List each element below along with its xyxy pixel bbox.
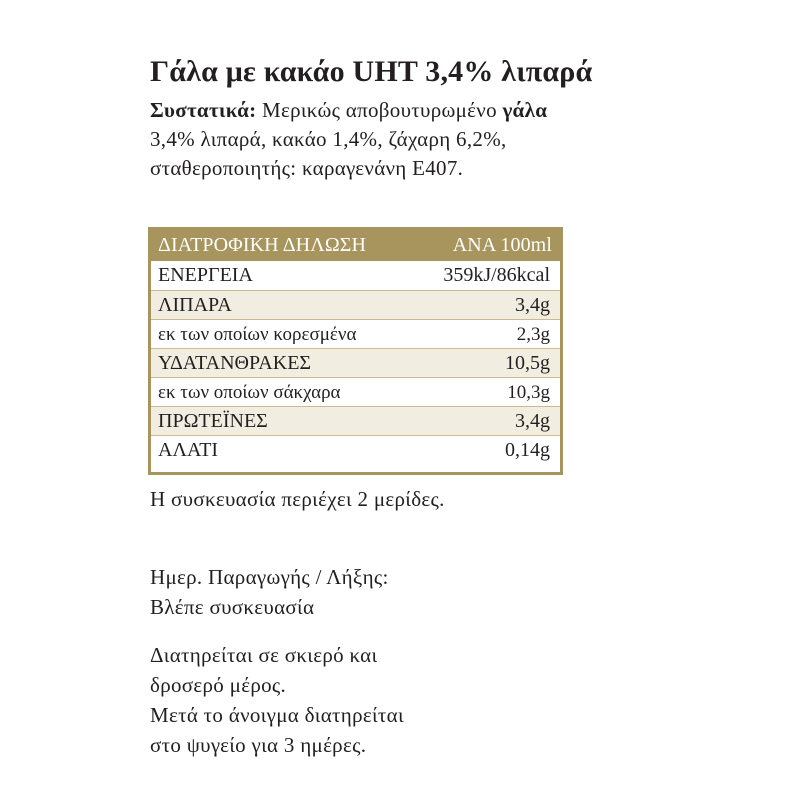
dates-line-2: Βλέπε συσκευασία: [150, 595, 315, 619]
ingredients-line-3: σταθεροποιητής: καραγενάνη E407.: [150, 156, 464, 180]
nutrition-row-value: 2,3g: [516, 323, 550, 345]
nutrition-row-value: 10,3g: [507, 381, 550, 403]
nutrition-row-label: ΠΡΩΤΕΪΝΕΣ: [158, 409, 268, 432]
nutrition-row-fat: [151, 290, 560, 319]
storage-block: [150, 640, 404, 760]
nutrition-row-label: ΥΔΑΤΑΝΘΡΑΚΕΣ: [158, 351, 312, 374]
storage-line-4: στο ψυγείο για 3 ημέρες.: [150, 733, 367, 757]
ingredients-bold-milk: γάλα: [502, 98, 548, 122]
dates-line-1: Ημερ. Παραγωγής / Λήξης:: [150, 565, 389, 589]
storage-line-1: Διατηρείται σε σκιερό και: [150, 643, 378, 667]
nutrition-row-value: 0,14g: [505, 438, 550, 461]
nutrition-row-sugars: [151, 377, 560, 406]
nutrition-row-energy: [151, 261, 560, 290]
nutrition-row-saturates: [151, 319, 560, 348]
nutrition-row-label: ΑΛΑΤΙ: [158, 438, 219, 461]
ingredients-line-2: 3,4% λιπαρά, κακάο 1,4%, ζάχαρη 6,2%,: [150, 127, 507, 151]
nutrition-row-value: 3,4g: [515, 409, 550, 432]
nutrition-table: [148, 227, 563, 475]
nutrition-row-label: ΕΝΕΡΓΕΙΑ: [158, 264, 253, 286]
nutrition-row-value: 3,4g: [515, 293, 550, 316]
storage-line-2: δροσερό μέρος.: [150, 673, 287, 697]
nutrition-header: [151, 230, 560, 261]
nutrition-header-label: ΔΙΑΤΡΟΦΙΚΗ ΔΗΛΩΣΗ: [158, 234, 367, 256]
product-title: Γάλα με κακάο UHT 3,4% λιπαρά: [150, 55, 593, 88]
nutrition-row-label: ΛΙΠΑΡΑ: [158, 293, 232, 316]
nutrition-row-label: εκ των οποίων σάκχαρα: [158, 381, 341, 403]
portions-text: Η συσκευασία περιέχει 2 μερίδες.: [150, 487, 445, 511]
storage-line-3: Μετά το άνοιγμα διατηρείται: [150, 703, 404, 727]
nutrition-row-label: εκ των οποίων κορεσμένα: [158, 323, 357, 345]
ingredients-line-1: [150, 96, 710, 125]
nutrition-row-value: 359kJ/86kcal: [443, 264, 550, 286]
ingredients-block: [150, 96, 710, 183]
ingredients-text-1: Μερικώς αποβουτυρωμένο: [256, 98, 503, 122]
nutrition-header-unit: ΑΝΑ 100ml: [452, 234, 552, 256]
nutrition-row-carbohydrates: [151, 348, 560, 377]
nutrition-row-protein: [151, 406, 560, 435]
dates-block: [150, 562, 389, 622]
ingredients-label: Συστατικά:: [150, 98, 257, 122]
nutrition-row-value: 10,5g: [505, 351, 550, 374]
nutrition-row-salt: [151, 435, 560, 464]
